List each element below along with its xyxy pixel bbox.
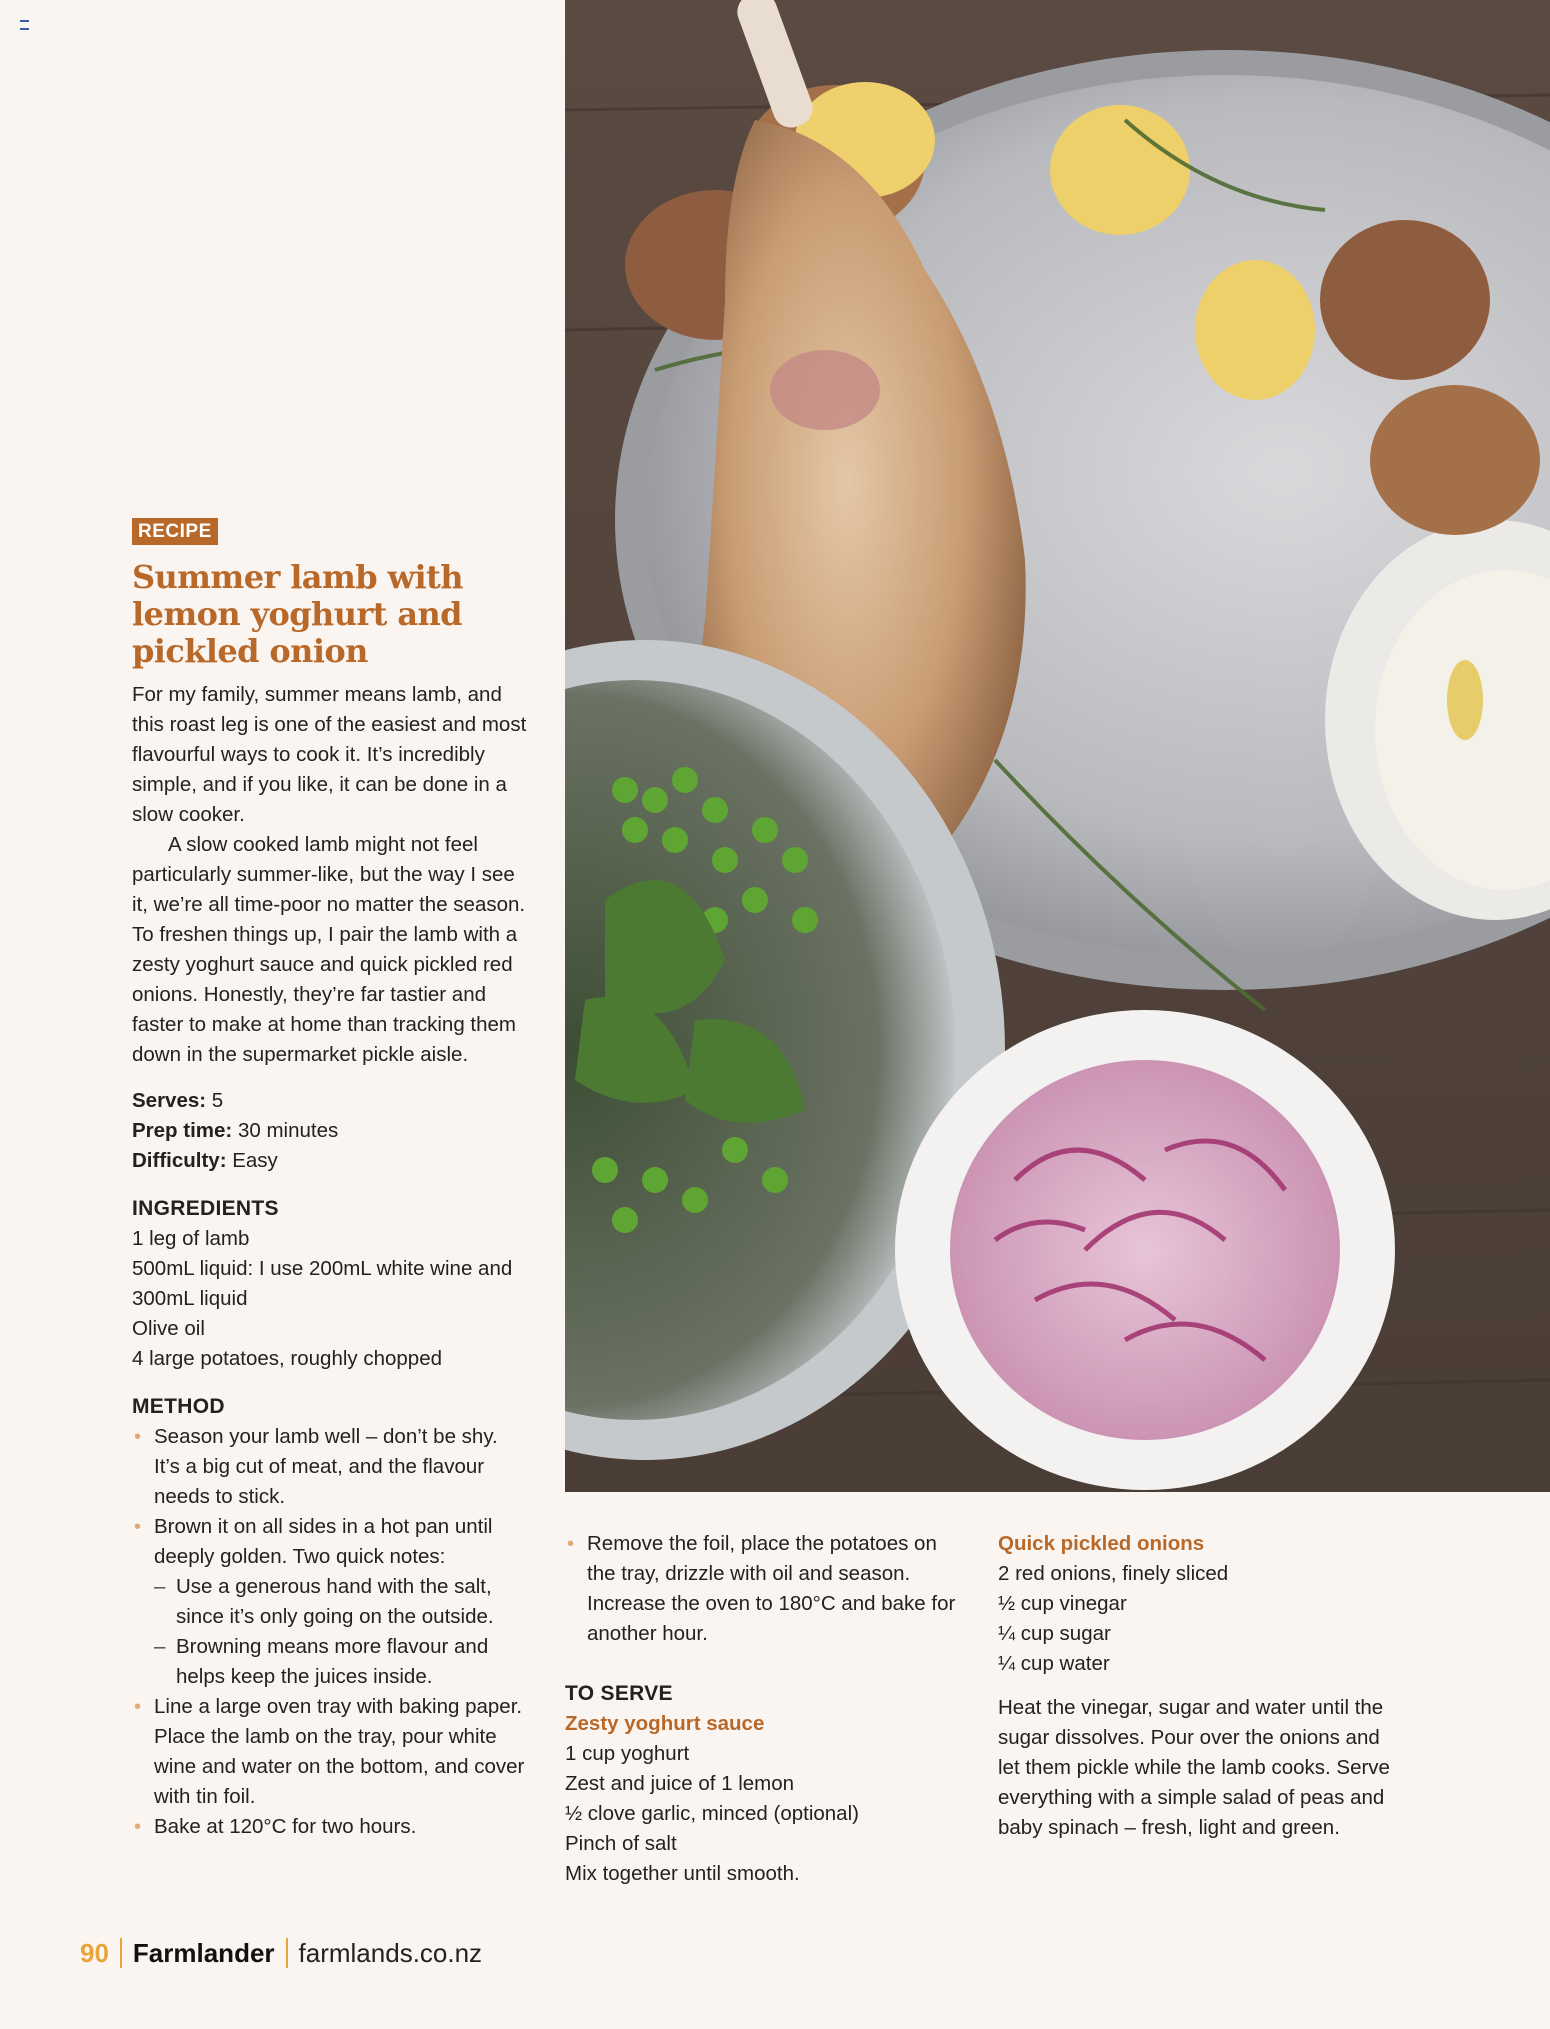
intro-column [132,518,527,1842]
intro-text [132,680,527,1070]
website-link[interactable]: farmlands.co.nz [298,1937,483,1968]
method-continued-column [565,1529,960,1889]
page-footer [80,1938,482,1968]
method-step: • Remove the foil, place the potatoes on the tray, drizzle with oil and season. Increase the oven to 180°C and bake for another hour. [565,1529,960,1649]
serves: Serves: 5 [132,1089,224,1112]
footer-divider [120,1938,122,1968]
corner-mark-icon [20,20,29,30]
publication-name: Farmlander [132,1937,275,1968]
method-step: • Brown it on all sides in a hot pan until deeply golden. Two quick notes: – Use a generous hand with the salt, since it’s only going on the outside. – Browning means more flavour and helps keep the juices inside. [132,1512,527,1692]
method-heading: METHOD [132,1395,225,1418]
ingredient-item: Olive oil [132,1317,205,1340]
ingredients-heading: INGREDIENTS [132,1197,279,1220]
method-step: • Bake at 120°C for two hours. [132,1812,527,1842]
ingredient-item: 4 large potatoes, roughly chopped [132,1347,443,1370]
sauce-item: ½ clove garlic, minced (optional) [565,1802,859,1825]
sauce-item: Zest and juice of 1 lemon [565,1772,795,1795]
recipe-meta [132,1086,527,1176]
difficulty: Difficulty: Easy [132,1149,278,1172]
sauce-item: Mix together until smooth. [565,1862,800,1885]
method-steps-continued [565,1529,960,1649]
sauce-item: Pinch of salt [565,1832,677,1855]
method-notes [154,1572,527,1692]
pickled-item: 2 red onions, finely sliced [998,1562,1229,1585]
sauce-title: Zesty yoghurt sauce [565,1712,765,1735]
method-note: – Browning means more flavour and helps keep the juices inside. [154,1632,527,1692]
recipe-photo [565,0,1550,1492]
intro-paragraph-2: A slow cooked lamb might not feel particularly summer-like, but the way I see it, we’re all time-poor no matter the season. To freshen things up, I pair the lamb with a zesty yoghurt sauce and quick pickled red onions. Honestly, they’re far tastier and faster to make at home than tracking them down in the supermarket pickle aisle. [132,833,526,1066]
sauce-list [565,1739,960,1889]
method-step: • Line a large oven tray with baking paper. Place the lamb on the tray, pour white wine and water on the bottom, and cover with tin foil. [132,1692,527,1812]
pickled-item: ½ cup vinegar [998,1592,1127,1615]
method-steps [132,1422,527,1842]
pickled-item: ¼ cup water [998,1652,1110,1675]
prep-time: Prep time: 30 minutes [132,1119,339,1142]
recipe-title: Summer lamb with lemon yoghurt and pickled onion [132,558,463,670]
ingredient-item: 500mL liquid: I use 200mL white wine and 300mL liquid [132,1257,513,1310]
footer-divider [286,1938,288,1968]
page-number: 90 [80,1937,109,1968]
method-step: • Season your lamb well – don’t be shy. It’s a big cut of meat, and the flavour needs to stick. [132,1422,527,1512]
ingredient-item: 1 leg of lamb [132,1227,250,1250]
method-note: – Use a generous hand with the salt, since it’s only going on the outside. [154,1572,527,1632]
to-serve-heading: TO SERVE [565,1682,673,1705]
pickled-instructions: Heat the vinegar, sugar and water until the sugar dissolves. Pour over the onions and let them pickle while the lamb cooks. Serve everything with a simple salad of peas and baby spinach – fresh, light and green. [998,1696,1390,1839]
pickled-title: Quick pickled onions [998,1532,1205,1555]
ingredients-list [132,1224,527,1374]
intro-paragraph-1: For my family, summer means lamb, and this roast leg is one of the easiest and most flavourful ways to cook it. It’s incredibly simple, and if you like, it can be done in a slow cooker. [132,683,527,826]
pickled-onions-column [998,1529,1398,1843]
recipe-tag: RECIPE [132,518,218,545]
pickled-list [998,1559,1398,1679]
pickled-item: ¼ cup sugar [998,1622,1111,1645]
sauce-item: 1 cup yoghurt [565,1742,690,1765]
